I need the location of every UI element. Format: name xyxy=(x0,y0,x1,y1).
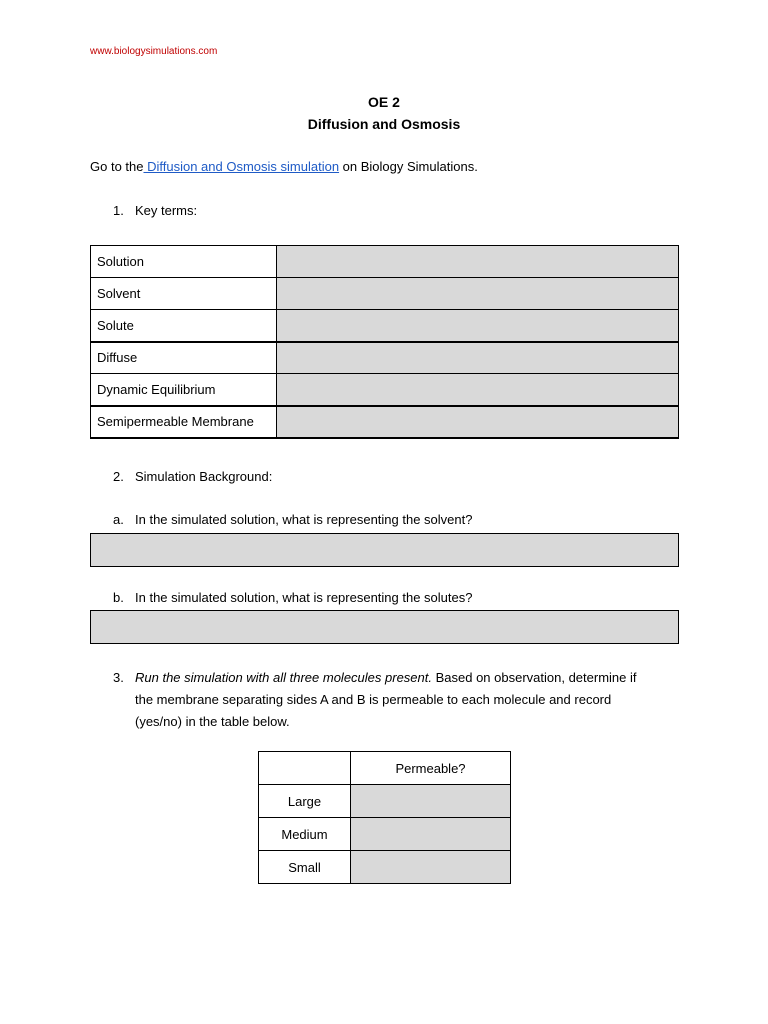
question-number: 2. xyxy=(113,469,124,484)
question-2b xyxy=(113,590,473,605)
question-text: In the simulated solution, what is representing the solvent? xyxy=(135,512,473,527)
molecule-label: Small xyxy=(259,851,351,884)
permeable-answer-field[interactable] xyxy=(351,851,511,884)
question-2 xyxy=(113,469,273,484)
term-label: Solute xyxy=(91,310,277,342)
key-terms-table xyxy=(90,245,679,439)
molecule-label: Medium xyxy=(259,818,351,851)
question-line: (yes/no) in the table below. xyxy=(135,714,290,729)
simulation-link[interactable]: Diffusion and Osmosis simulation xyxy=(143,159,340,174)
permeable-header: Permeable? xyxy=(351,752,511,785)
intro-paragraph xyxy=(90,159,478,174)
header-blank-cell xyxy=(259,752,351,785)
table-row xyxy=(259,851,511,884)
permeability-table xyxy=(258,751,511,884)
permeable-answer-field[interactable] xyxy=(351,818,511,851)
question-text: Simulation Background: xyxy=(135,469,273,484)
term-answer-field[interactable] xyxy=(277,310,679,342)
question-text: Based on observation, determine if xyxy=(431,670,637,685)
term-answer-field[interactable] xyxy=(277,246,679,278)
question-2a xyxy=(113,512,473,527)
solvent-answer-field[interactable] xyxy=(90,533,679,567)
term-label: Solvent xyxy=(91,278,277,310)
table-row xyxy=(91,310,679,342)
table-header-row xyxy=(259,752,511,785)
table-row xyxy=(91,246,679,278)
table-row xyxy=(91,406,679,438)
question-letter: b. xyxy=(113,590,124,605)
term-label: Diffuse xyxy=(91,342,277,374)
term-answer-field[interactable] xyxy=(277,278,679,310)
term-answer-field[interactable] xyxy=(277,406,679,438)
term-label: Dynamic Equilibrium xyxy=(91,374,277,406)
question-1 xyxy=(113,203,198,218)
table-row xyxy=(91,374,679,406)
site-link[interactable]: www.biologysimulations.com xyxy=(90,46,218,57)
question-line xyxy=(135,667,693,689)
table-row xyxy=(259,785,511,818)
question-3 xyxy=(113,667,693,733)
table-row xyxy=(91,342,679,374)
question-text: Key terms: xyxy=(135,203,198,218)
question-instruction: Run the simulation with all three molecules present. xyxy=(135,670,432,685)
solutes-answer-field[interactable] xyxy=(90,610,679,644)
question-line: the membrane separating sides A and B is permeable to each molecule and record xyxy=(135,692,612,707)
permeable-answer-field[interactable] xyxy=(351,785,511,818)
table-row xyxy=(259,818,511,851)
doc-code: OE 2 xyxy=(368,94,400,110)
intro-prefix: Go to the xyxy=(90,159,144,174)
term-answer-field[interactable] xyxy=(277,342,679,374)
question-number: 3. xyxy=(113,670,124,685)
question-number: 1. xyxy=(113,203,124,218)
term-label: Solution xyxy=(91,246,277,278)
molecule-label: Large xyxy=(259,785,351,818)
table-row xyxy=(91,278,679,310)
question-text: In the simulated solution, what is representing the solutes? xyxy=(135,590,473,605)
question-letter: a. xyxy=(113,512,124,527)
intro-suffix: on Biology Simulations. xyxy=(339,159,478,174)
term-answer-field[interactable] xyxy=(277,374,679,406)
term-label: Semipermeable Membrane xyxy=(91,406,277,438)
doc-title: Diffusion and Osmosis xyxy=(307,116,461,132)
